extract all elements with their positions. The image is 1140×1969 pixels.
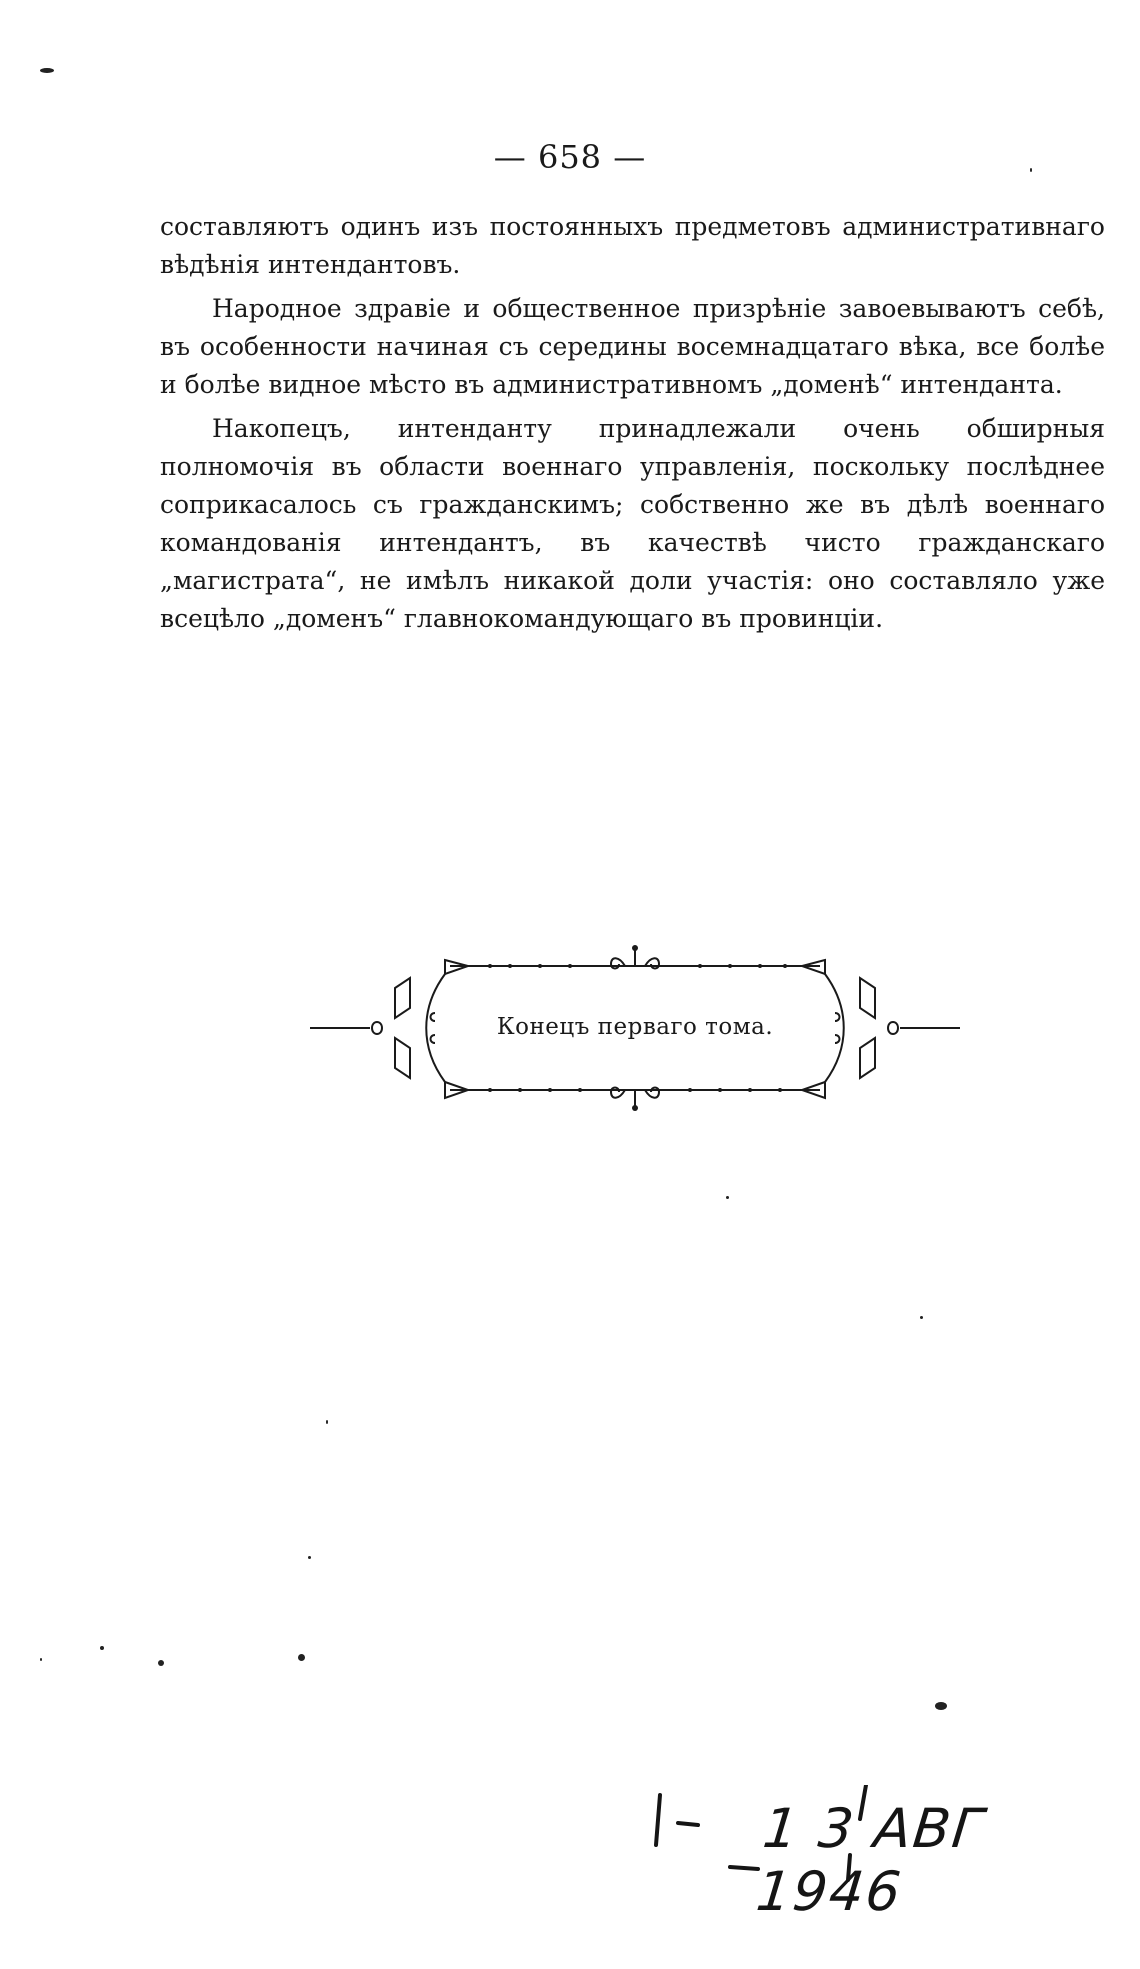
ink-speck: [935, 1702, 947, 1710]
page-number: — 658 —: [493, 138, 647, 176]
ink-speck: [308, 1556, 311, 1559]
ink-speck: [158, 1660, 164, 1666]
end-of-volume-ornament: [310, 938, 960, 1118]
ink-speck: [100, 1646, 104, 1650]
date-stamp: [650, 1785, 1070, 1923]
body-text: [160, 208, 1105, 644]
ink-speck: [40, 68, 54, 73]
ink-speck: [298, 1654, 305, 1661]
paragraph: Народное здравіе и общественное призрѣніе завоевываютъ себѣ, въ особенности начиная съ середины восемнадцатаго вѣка, все болѣе и болѣе видное мѣсто въ административномъ „доменѣ“ интенданта.: [160, 294, 1105, 399]
ink-speck: [920, 1316, 923, 1319]
ink-speck: [726, 1196, 729, 1199]
ink-speck: [40, 1658, 42, 1661]
paragraph: составляютъ одинъ изъ постоянныхъ предметовъ административнаго вѣдѣнія интендантовъ.: [160, 212, 1105, 279]
paragraph: Накопецъ, интенданту принадлежали очень обширныя полномочія въ области военнаго управленія, поскольку послѣднее соприкасалось съ гражданскимъ; собственно же въ дѣлѣ военнаго командованія интендантъ, въ качествѣ чисто гражданскаго „магистрата“, не имѣлъ никакой доли участія: оно составляло уже всецѣло „доменъ“ главнокомандующаго въ провинціи.: [160, 414, 1105, 633]
ornament-caption: Конецъ перваго тома.: [496, 1014, 774, 1040]
stamp-text: 1 3 АВГ 1946: [753, 1797, 988, 1923]
ink-speck: [1030, 168, 1032, 172]
ink-speck: [326, 1420, 328, 1424]
